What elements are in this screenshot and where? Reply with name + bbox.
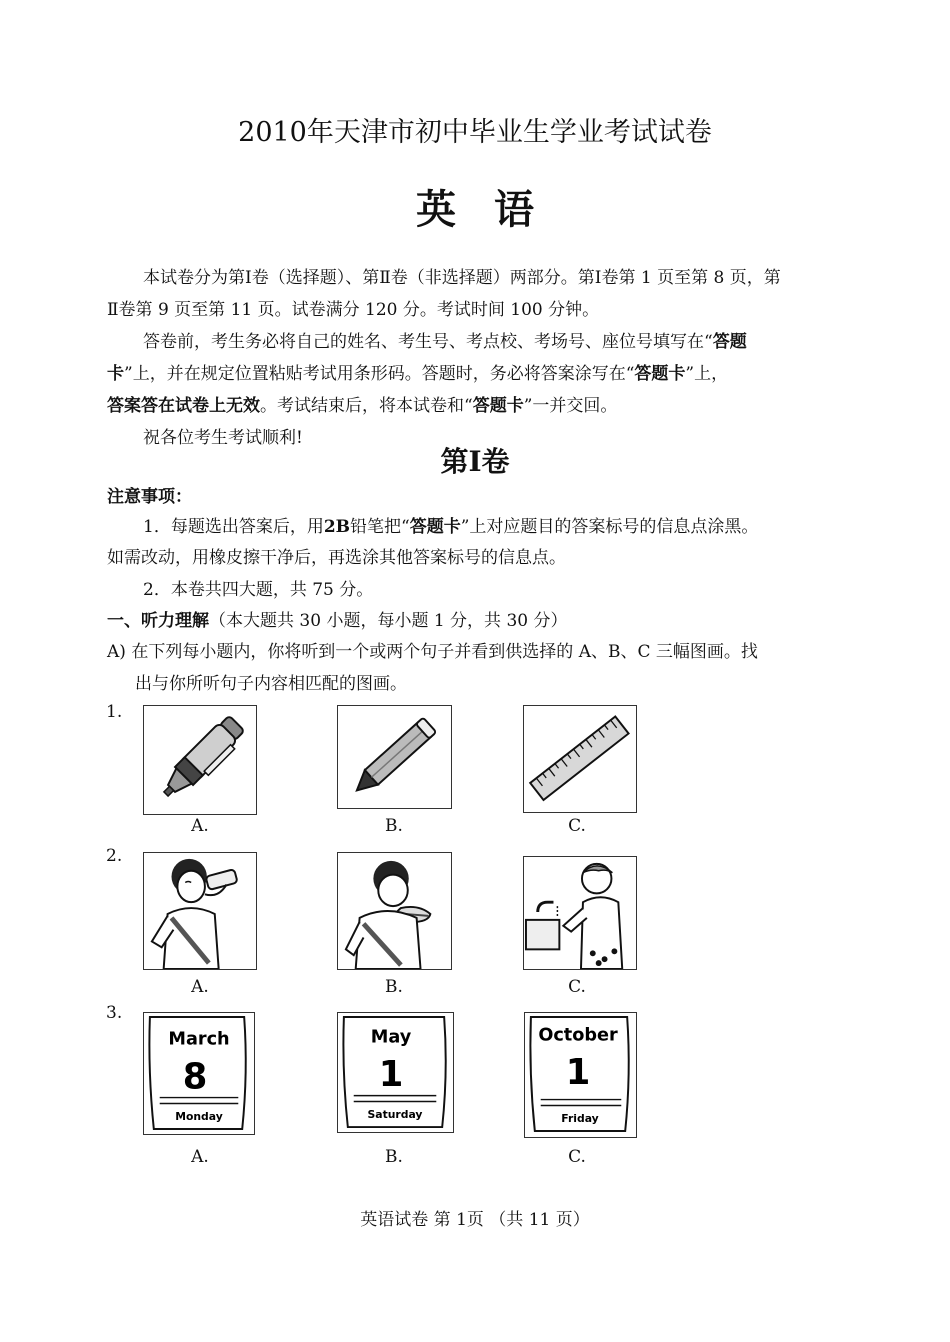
option-label: A. — [191, 977, 209, 997]
section-heading: 一、听力理解（本大题共 30 小题，每小题 1 分，共 30 分） — [107, 611, 568, 631]
page-footer: 英语试卷 第 1页 （共 11 页） — [360, 1210, 590, 1230]
note-2: 2．本卷共四大题，共 75 分。 — [143, 580, 374, 600]
note-1: 1．每题选出答案后，用2B铅笔把“答题卡”上对应题目的答案标号的信息点涂黑。 — [143, 517, 759, 537]
sub-instruction-a-line2: 出与你所听句子内容相匹配的图画。 — [135, 674, 407, 694]
calendar-image[interactable] — [337, 1012, 454, 1133]
question-number: 1. — [106, 702, 123, 722]
pen-icon[interactable] — [143, 705, 257, 815]
boy-washing-hands-image[interactable] — [523, 856, 637, 970]
intro-paragraph-3: 祝各位考生考试顺利! — [143, 428, 303, 448]
option-label: C. — [568, 977, 586, 997]
calendar-image[interactable] — [143, 1012, 255, 1135]
intro-paragraph-2: 答卷前，考生务必将自己的姓名、考生号、考点校、考场号、座位号填写在“答题 — [143, 332, 747, 352]
pencil-icon[interactable] — [337, 705, 452, 809]
ruler-icon[interactable] — [523, 705, 637, 813]
intro-paragraph-1-line2: Ⅱ卷第 9 页至第 11 页。试卷满分 120 分。考试时间 100 分钟。 — [107, 300, 600, 320]
exam-title: 2010年天津市初中毕业生学业考试试卷 — [238, 117, 712, 148]
option-label: B. — [385, 1147, 403, 1167]
sub-instruction-a: A) 在下列每小题内，你将听到一个或两个句子并看到供选择的 A、B、C 三幅图画。找 — [107, 642, 758, 662]
calendar-weekday: Friday — [561, 1112, 599, 1126]
calendar-month: October — [538, 1025, 618, 1046]
option-label: A. — [191, 1147, 209, 1167]
intro-paragraph-2-line3: 答案答在试卷上无效。考试结束后，将本试卷和“答题卡”一并交回。 — [107, 396, 618, 416]
boy-eating-image[interactable] — [337, 852, 452, 970]
calendar-day: 8 — [182, 1056, 208, 1098]
option-label: B. — [385, 816, 403, 836]
option-label: C. — [568, 816, 586, 836]
calendar-month: March — [168, 1029, 230, 1050]
option-label: A. — [191, 816, 209, 836]
option-label: B. — [385, 977, 403, 997]
boy-drinking-image[interactable] — [143, 852, 257, 970]
part-title: 第Ⅰ卷 — [440, 445, 510, 478]
calendar-weekday: Monday — [175, 1110, 223, 1124]
calendar-day: 1 — [378, 1053, 404, 1095]
option-label: C. — [568, 1147, 586, 1167]
calendar-month: May — [370, 1027, 412, 1048]
calendar-weekday: Saturday — [367, 1108, 423, 1122]
intro-paragraph-2-line2: 卡”上，并在规定位置粘贴考试用条形码。答题时，务必将答案涂写在“答题卡”上， — [107, 364, 729, 384]
question-number: 3. — [106, 1003, 123, 1023]
calendar-image[interactable] — [524, 1012, 637, 1138]
notes-heading: 注意事项： — [107, 487, 192, 507]
question-number: 2. — [106, 846, 123, 866]
intro-paragraph-1: 本试卷分为第Ⅰ卷（选择题）、第Ⅱ卷（非选择题）两部分。第Ⅰ卷第 1 页至第 8 页，第 — [143, 268, 781, 288]
subject-title: 英语 — [416, 186, 572, 233]
calendar-day: 1 — [565, 1051, 591, 1093]
note-1-line2: 如需改动，用橡皮擦干净后，再选涂其他答案标号的信息点。 — [107, 548, 566, 568]
